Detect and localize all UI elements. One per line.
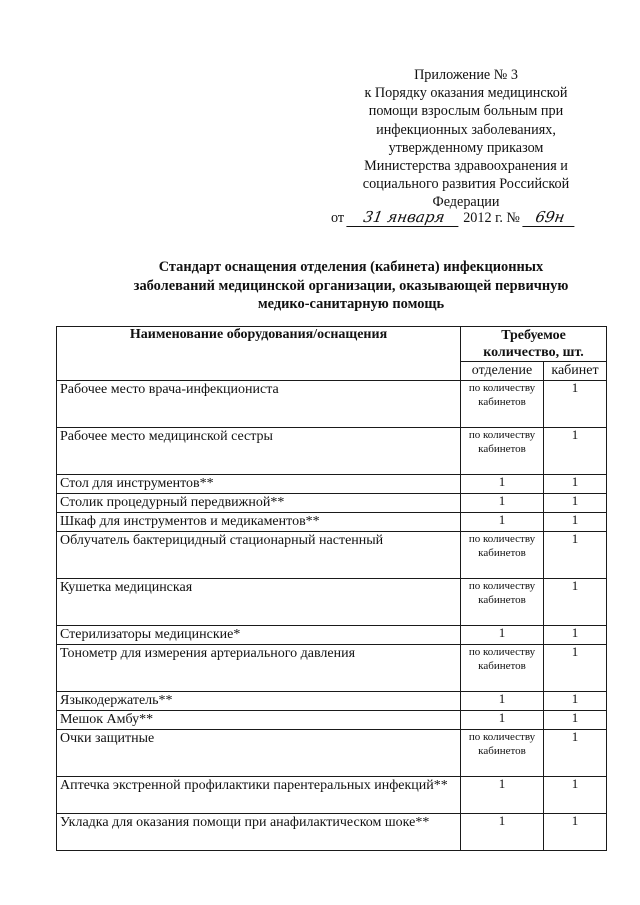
document-title xyxy=(96,258,606,314)
table-row xyxy=(57,579,607,626)
equipment-name: Аптечка экстренной профилактики парентеральных инфекций** xyxy=(57,777,461,814)
header-office: кабинет xyxy=(544,362,607,381)
office-quantity: 1 xyxy=(544,730,607,777)
order-date-handwritten: 31 января xyxy=(346,208,461,227)
table-row xyxy=(57,711,607,730)
appendix-line: инфекционных заболеваниях, xyxy=(376,121,556,138)
equipment-name: Столик процедурный передвижной** xyxy=(57,494,461,513)
equipment-name: Стерилизаторы медицинские* xyxy=(57,626,461,645)
header-equipment-name: Наименование оборудования/оснащения xyxy=(57,327,461,381)
equipment-name: Облучатель бактерицидный стационарный настенный xyxy=(57,532,461,579)
table-row xyxy=(57,513,607,532)
equipment-name: Очки защитные xyxy=(57,730,461,777)
office-quantity: 1 xyxy=(544,532,607,579)
office-quantity: 1 xyxy=(544,692,607,711)
department-quantity: по количеству кабинетов xyxy=(461,730,544,777)
order-year: 2012 г. № xyxy=(463,210,520,226)
office-quantity: 1 xyxy=(544,711,607,730)
office-quantity: 1 xyxy=(544,579,607,626)
department-quantity: 1 xyxy=(461,777,544,814)
office-quantity: 1 xyxy=(544,428,607,475)
office-quantity: 1 xyxy=(544,494,607,513)
department-quantity: 1 xyxy=(461,711,544,730)
appendix-line: Министерства здравоохранения и xyxy=(364,158,568,175)
appendix-line: социального развития Российской xyxy=(362,176,570,193)
header-department: отделение xyxy=(461,362,544,381)
equipment-name: Тонометр для измерения артериального давления xyxy=(57,645,461,692)
office-quantity: 1 xyxy=(544,645,607,692)
equipment-name: Укладка для оказания помощи при анафилактическом шоке** xyxy=(57,814,461,851)
title-line: заболеваний медицинской организации, оказывающей первичную xyxy=(133,277,569,294)
table-row xyxy=(57,730,607,777)
order-prefix: от xyxy=(331,210,345,226)
office-quantity: 1 xyxy=(544,777,607,814)
department-quantity: 1 xyxy=(461,626,544,645)
appendix-line: утвержденному приказом xyxy=(388,139,544,156)
table-row xyxy=(57,626,607,645)
table-row xyxy=(57,777,607,814)
appendix-line: Приложение № 3 xyxy=(414,67,518,83)
appendix-line: помощи взрослым больным при xyxy=(368,103,564,120)
department-quantity: 1 xyxy=(461,475,544,494)
office-quantity: 1 xyxy=(544,475,607,494)
office-quantity: 1 xyxy=(544,381,607,428)
equipment-name: Рабочее место медицинской сестры xyxy=(57,428,461,475)
department-quantity: по количеству кабинетов xyxy=(461,579,544,626)
office-quantity: 1 xyxy=(544,513,607,532)
equipment-table xyxy=(56,326,607,851)
table-row xyxy=(57,645,607,692)
table-row xyxy=(57,428,607,475)
department-quantity: 1 xyxy=(461,814,544,851)
department-quantity: 1 xyxy=(461,513,544,532)
header-required-quantity: Требуемое количество, шт. xyxy=(461,327,607,362)
equipment-name: Языкодержатель** xyxy=(57,692,461,711)
department-quantity: по количеству кабинетов xyxy=(461,645,544,692)
equipment-name: Рабочее место врача-инфекциониста xyxy=(57,381,461,428)
appendix-line: Федерации xyxy=(432,194,500,211)
equipment-name: Кушетка медицинская xyxy=(57,579,461,626)
equipment-name: Шкаф для инструментов и медикаментов** xyxy=(57,513,461,532)
equipment-name: Мешок Амбу** xyxy=(57,711,461,730)
table-row xyxy=(57,532,607,579)
department-quantity: по количеству кабинетов xyxy=(461,428,544,475)
table-row xyxy=(57,494,607,513)
appendix-header xyxy=(318,66,614,212)
department-quantity: по количеству кабинетов xyxy=(461,381,544,428)
order-reference xyxy=(331,208,621,227)
department-quantity: 1 xyxy=(461,494,544,513)
department-quantity: по количеству кабинетов xyxy=(461,532,544,579)
department-quantity: 1 xyxy=(461,692,544,711)
table-row xyxy=(57,475,607,494)
title-line: медико-санитарную помощь xyxy=(257,296,445,313)
table-row xyxy=(57,381,607,428)
office-quantity: 1 xyxy=(544,626,607,645)
table-row xyxy=(57,692,607,711)
appendix-line: к Порядку оказания медицинской xyxy=(364,85,568,102)
title-line: Стандарт оснащения отделения (кабинета) инфекционных xyxy=(158,259,544,275)
equipment-name: Стол для инструментов** xyxy=(57,475,461,494)
table-row xyxy=(57,814,607,851)
order-number-handwritten: 69н xyxy=(522,208,577,227)
office-quantity: 1 xyxy=(544,814,607,851)
